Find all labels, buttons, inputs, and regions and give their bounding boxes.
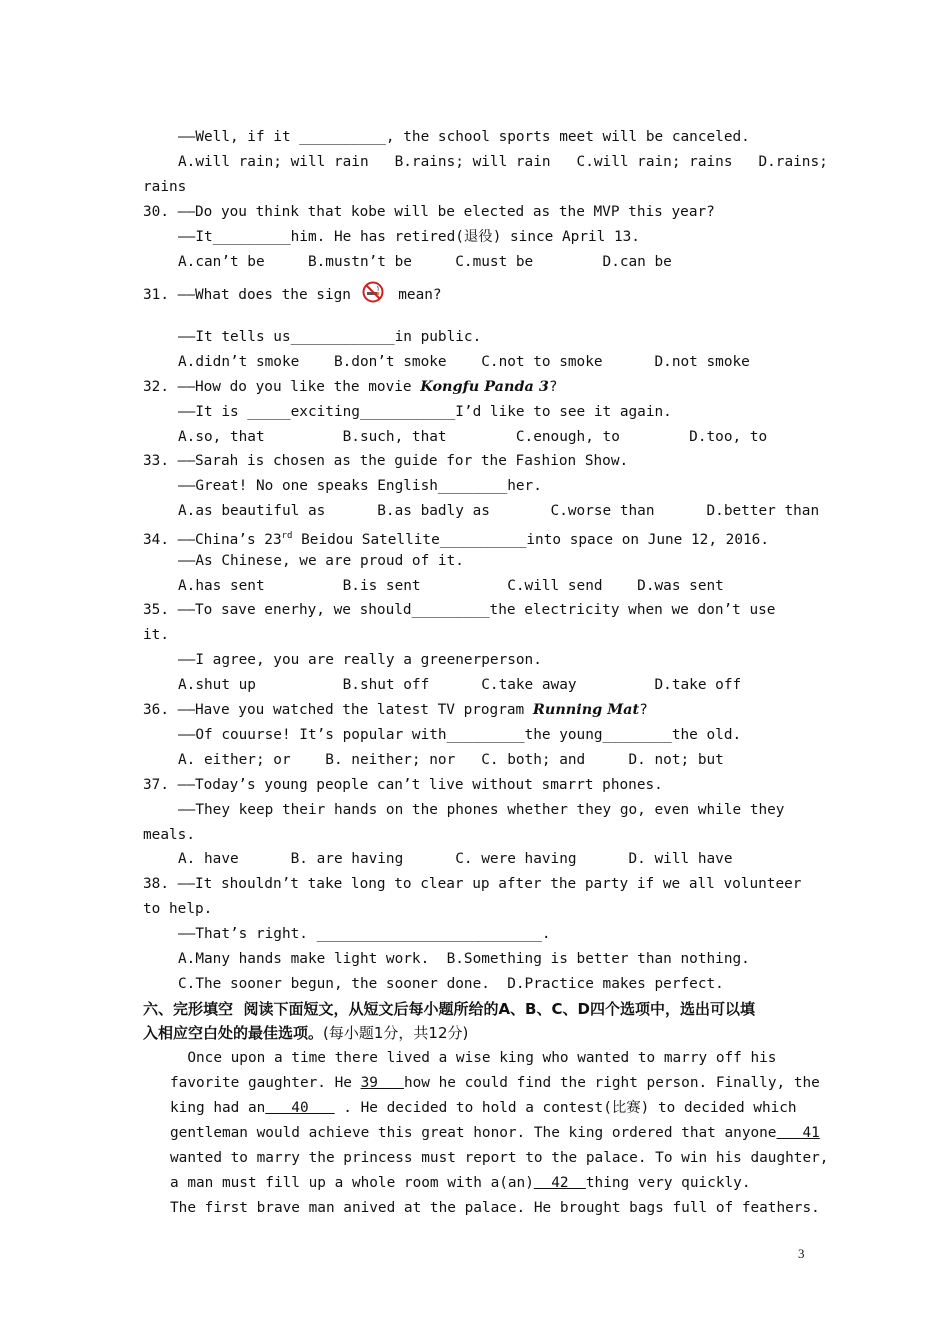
section-heading-bold: 入相应空白处的最佳选项。 [143,1024,324,1042]
q31-question [143,285,442,305]
q38-response: ——That’s right. __________________________. [178,926,551,942]
q30-question: 30. ——Do you think that kobe will be elected as the MVP this year? [143,204,715,220]
q32-question-pre: 32. ——How do you like the movie [143,379,421,395]
q38-question-cont: to help. [143,901,213,917]
blank-42: 42 [533,1175,586,1191]
q33-options: A.as beautiful as B.as badly as C.worse than D.better than [178,503,820,519]
q29-options: A.will rain; will rain B.rains; will rain C.will rain; rains D.rains; [178,154,828,170]
q38-options-1: A.Many hands make light work. B.Something is better than nothing. [178,951,750,967]
q35-options: A.shut up B.shut off C.take away D.take off [178,677,742,693]
page-number: 3 [798,1246,805,1261]
passage-line-4-a: gentleman would achieve this great honor. The king ordered that anyone [170,1125,777,1141]
passage-line-3 [170,1098,797,1118]
blank-41: 41 [776,1125,820,1141]
section-heading-line1: 六、完形填空 阅读下面短文，从短文后每小题所给的A、B、C、D四个选项中，选出可以填 [143,1000,755,1018]
q34-question-post: Beidou Satellite__________into space on June 12, 2016. [292,531,769,548]
q36-question-pre: 36. ——Have you watched the latest TV program [143,702,533,718]
q31-question-post: mean? [389,287,442,303]
passage-line-3-a: king had an [170,1100,266,1116]
q29-response: ——Well, if it __________, the school sports meet will be canceled. [178,129,750,145]
passage-line-3-b: . He decided to hold a contest(比赛) to decided which [334,1100,797,1116]
q38-question: 38. ——It shouldn’t take long to clear up after the party if we all volunteer [143,876,802,892]
q34-response: ——As Chinese, we are proud of it. [178,553,464,569]
passage-line-6-b: thing very quickly. [585,1175,751,1191]
q37-response: ——They keep their hands on the phones whether they go, even while they [178,802,785,818]
q29-options-cont: rains [143,179,187,195]
section-heading-note: (每小题1分，共12分) [323,1024,469,1042]
passage-line-2 [170,1073,820,1093]
q34-question [143,526,769,550]
q36-options: A. either; or B. neither; nor C. both; and D. not; but [178,752,724,768]
passage-line-2-a: favorite gaughter. He [170,1075,361,1091]
no-smoking-sign-icon [362,281,384,303]
q30-response: ——It_________him. He has retired(退役) since April 13. [178,229,640,245]
q31-response: ——It tells us____________in public. [178,329,482,345]
q37-question: 37. ——Today’s young people can’t live without smarrt phones. [143,777,663,793]
blank-39: 39 [360,1075,404,1091]
q35-response: ——I agree, you are really a greenerperson. [178,652,542,668]
passage-line-4 [170,1123,820,1143]
q35-question-cont: it. [143,627,169,643]
passage-line-6 [170,1173,751,1193]
q36-response: ——Of couurse! It’s popular with_________the young________the old. [178,727,742,743]
passage-line-2-b: how he could find the right person. Finally, the [403,1075,820,1091]
q35-question: 35. ——To save enerhy, we should_________the electricity when we don’t use [143,602,776,618]
passage-line-6-a: a man must fill up a whole room with a(an) [170,1175,534,1191]
q32-movie-title: Kongfu Panda 3 [420,378,549,395]
q33-response: ——Great! No one speaks English________her. [178,478,542,494]
q33-question: 33. ——Sarah is chosen as the guide for the Fashion Show. [143,453,629,469]
section-heading-line2 [143,1023,468,1043]
q36-question [143,700,648,720]
passage-line-1: Once upon a time there lived a wise king who wanted to marry off his [170,1050,777,1066]
q36-program-title: Running Mat [532,701,640,718]
blank-40: 40 [265,1100,335,1116]
q37-response-cont: meals. [143,827,195,843]
q30-options: A.can’t be B.mustn’t be C.must be D.can be [178,254,672,270]
q31-options: A.didn’t smoke B.don’t smoke C.not to smoke D.not smoke [178,354,750,370]
q34-options: A.has sent B.is sent C.will send D.was sent [178,578,724,594]
q32-options: A.so, that B.such, that C.enough, to D.too, to [178,429,768,445]
q36-question-post: ? [639,702,648,718]
q32-question [143,377,558,397]
q32-question-post: ? [548,379,558,395]
q38-options-2: C.The sooner begun, the sooner done. D.Practice makes perfect. [178,976,724,992]
q34-question-pre: 34. ——China’s 23 [143,531,282,548]
q31-question-pre: 31. ——What does the sign [143,287,360,303]
q32-response: ——It is _____exciting___________I’d like to see it again. [178,404,672,420]
q37-options: A. have B. are having C. were having D. will have [178,851,733,867]
passage-line-5: wanted to marry the princess must report to the palace. To win his daughter, [170,1150,829,1166]
q34-superscript: rd [281,531,293,541]
passage-line-7: The first brave man anived at the palace. He brought bags full of feathers. [170,1200,820,1216]
